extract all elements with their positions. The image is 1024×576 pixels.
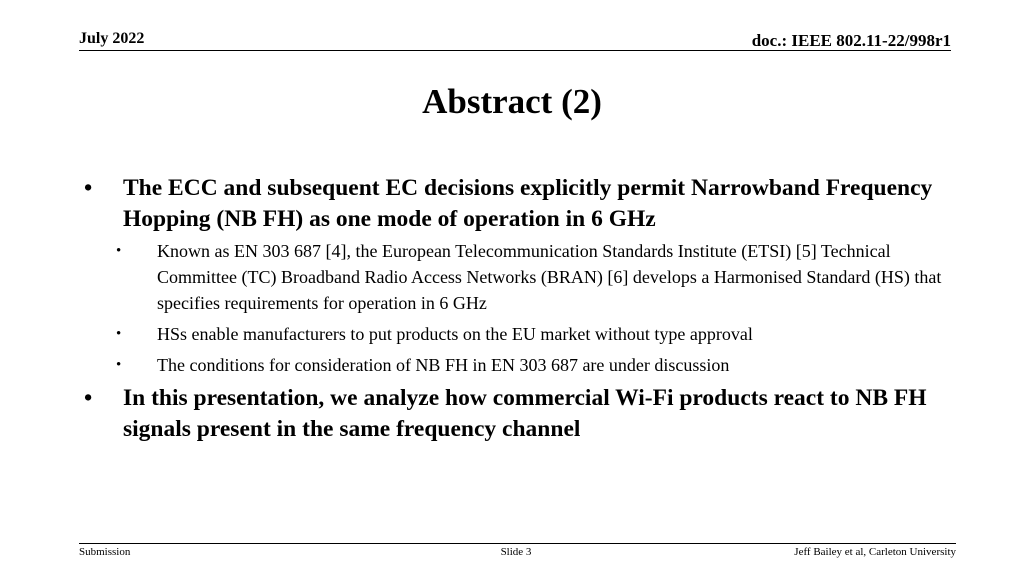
bullet-text: The ECC and subsequent EC decisions explicitly permit Narrowband Frequency Hopping (NB FH) as one mode of operation in 6 GHz: [123, 175, 933, 232]
sub-bullet-marker: •: [116, 357, 122, 373]
bullet-marker: •: [84, 385, 93, 411]
bullet-item: [84, 383, 944, 445]
sub-bullet-item: [84, 238, 944, 316]
header-date: July 2022: [79, 30, 145, 47]
sub-bullet-text: HSs enable manufacturers to put products on the EU market without type approval: [157, 324, 753, 344]
document-id: doc.: IEEE 802.11-22/998r1: [751, 31, 951, 50]
bullet-item: [84, 173, 944, 235]
header-divider: [79, 50, 951, 51]
slide-number: Slide 3: [500, 546, 532, 558]
footer-author: Jeff Bailey et al, Carleton University: [794, 546, 956, 558]
sub-bullet-item: [84, 352, 944, 378]
sub-bullet-list: [84, 238, 944, 378]
sub-bullet-item: [84, 321, 944, 347]
footer-submission: Submission: [79, 546, 131, 558]
sub-bullet-marker: •: [116, 243, 122, 259]
slide-body: [84, 172, 944, 445]
bullet-marker: •: [84, 175, 93, 201]
sub-bullet-marker: •: [116, 326, 122, 342]
sub-bullet-text: The conditions for consideration of NB FH in EN 303 687 are under discussion: [157, 355, 730, 375]
sub-bullet-text: Known as EN 303 687 [4], the European Telecommunication Standards Institute (ETSI) [5] Technical Committee (TC) Broadband Radio Access Networks (BRAN) [6] develops a Harmonised Standard (HS) that specifies requirements for operation in 6 GHz: [157, 241, 942, 313]
footer-divider: [79, 543, 956, 544]
slide-title: Abstract (2): [422, 82, 602, 121]
bullet-text: In this presentation, we analyze how commercial Wi-Fi products react to NB FH signals present in the same frequency channel: [123, 385, 927, 442]
